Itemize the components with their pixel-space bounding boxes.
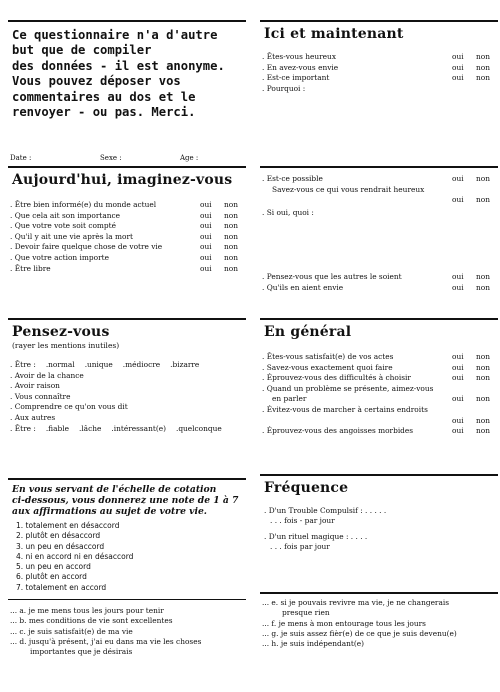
no-option[interactable]: non [476,52,490,61]
scale-level: 2. plutôt en désaccord [16,531,101,541]
list-item: . Que cela ait son importance oui non [8,211,246,222]
no-option[interactable]: non [476,272,490,281]
statement[interactable]: ... e. si je pouvais revivre ma vie, je ne changerais [262,598,450,607]
date-field[interactable]: Date : [10,154,32,162]
list-item: . Qu'il y ait une vie après la mort oui non [8,232,246,243]
no-option[interactable]: non [476,62,490,72]
aujourdhui-list [8,200,246,274]
no-option[interactable]: non [476,195,490,205]
yes-option[interactable]: oui [452,52,464,61]
list-item: . Être bien informé(e) du monde actuel oui non [8,200,246,211]
yes-option[interactable]: oui [452,272,464,281]
statements-right [260,598,498,649]
yes-option[interactable]: oui [200,263,212,273]
section-title: Fréquence [264,480,349,496]
age-field[interactable]: Age : [180,154,199,162]
section-title: Pensez-vous [12,324,110,340]
pensez-line: . Vous connaître [10,391,71,401]
yes-option[interactable]: oui [452,426,464,436]
scale-level: 7. totalement en accord [16,582,107,592]
no-option[interactable]: non [224,263,238,273]
statement[interactable]: ... d. jusqu'à présent, j'ai eu dans ma vie les choses [10,636,202,646]
list-item: Savez-vous ce qui vous rendrait heureux [272,184,425,194]
intro-section [8,20,246,162]
rating-scale [8,521,246,593]
intro-line: des données - il est anonyme. [12,58,225,73]
yes-option[interactable]: oui [200,231,212,241]
si-oui-field[interactable]: . Si oui, quoi : [262,207,314,217]
intro-line: Ce questionnaire n'a d'autre [12,28,218,42]
yes-option[interactable]: oui [452,62,464,72]
respondent-fields [8,154,248,162]
no-option[interactable]: non [224,221,238,231]
no-option[interactable]: non [476,426,490,436]
statement[interactable]: ... h. je suis indépendant(e) [262,639,365,649]
list-item: . En avez-vous envie oui non [260,63,498,74]
list-item [260,416,498,427]
pourquoi-field[interactable]: . Pourquoi : [262,83,306,93]
no-option[interactable]: non [224,231,238,241]
list-item: . Qu'ils en aient envie oui non [260,283,498,294]
option[interactable]: .normal [45,360,75,369]
yes-option[interactable]: oui [200,252,212,262]
yes-option[interactable]: oui [200,242,212,252]
scale-level: 6. plutôt en accord [16,572,87,582]
scale-level: 5. un peu en accord [16,562,91,572]
pensez-lines [8,360,246,434]
option[interactable]: .lâche [78,423,102,433]
list-item: . Éprouvez-vous des difficultés à choisir oui non [260,373,498,384]
no-option[interactable]: non [224,200,238,209]
statement-continuation: importantes que je désirais [30,647,133,657]
ici-list [260,52,498,84]
trouble-field[interactable]: . D'un Trouble Compulsif : . . . . . [264,506,387,515]
aujourdhui-section [8,166,246,274]
no-option[interactable]: non [224,210,238,220]
pensez-line: . Comprendre ce qu'on vous dit [10,402,128,412]
statement-continuation: presque rien [282,608,330,618]
yes-option[interactable]: oui [200,200,212,209]
scale-instructions: En vous servant de l'échelle de cotation ci-dessous, vous donnerez une note de 1 à 7 aux affirmations au sujet de votre vie. [12,484,239,517]
yes-option[interactable]: oui [452,373,464,383]
list-item: . Que votre action importe oui non [8,253,246,264]
right-column [260,0,500,692]
pensez-line: . Avoir de la chance [10,370,84,380]
sexe-field[interactable]: Sexe : [100,154,122,162]
option[interactable]: .unique [84,360,113,369]
list-item: . Est-ce important oui non [260,73,498,84]
etre-options-2: . Être : .fiable .lâche .intéressant(e) .quelconque [10,423,222,433]
left-column [8,0,248,692]
pensez-section [8,318,246,434]
list-item: . Êtes-vous satisfait(e) de vos actes oui non [260,352,498,363]
statements-left [8,606,246,657]
no-option[interactable]: non [476,352,490,361]
rituel-per-day[interactable]: . . . fois par jour [270,542,330,551]
statement[interactable]: ... f. je mens à mon entourage tous les jours [262,618,426,628]
yes-option[interactable]: oui [452,394,464,404]
list-item: . Êtes-vous heureux oui non [260,52,498,63]
section-title: Aujourd'hui, imaginez-vous [12,172,233,188]
yes-option[interactable]: oui [200,221,212,231]
list-item [260,195,498,206]
no-option[interactable]: non [476,282,490,292]
statements-right-section [260,592,498,649]
autres-list [260,272,498,293]
pensez-line: . Aux autres [10,412,56,422]
list-item: . Quand un problème se présente, aimez-vous [262,383,434,393]
list-item: . Que votre vote soit compté oui non [8,221,246,232]
possible-list [260,174,498,206]
statement[interactable]: ... g. je suis assez fièr(e) de ce que je suis devenu(e) [262,628,457,638]
yes-option[interactable]: oui [452,362,464,372]
list-item: en parler oui non [260,394,498,405]
yes-option[interactable]: oui [452,195,464,205]
no-option[interactable]: non [476,73,490,83]
intro-line: Vous pouvez déposer vos [12,74,181,89]
scale-level: 4. ni en accord ni en désaccord [16,551,134,561]
option[interactable]: .médiocre [122,360,161,369]
no-option[interactable]: non [476,362,490,372]
intro-line: commentaires au dos et le [12,89,196,104]
option[interactable]: .bizarre [170,360,200,369]
no-option[interactable]: non [476,415,490,425]
section-title: En général [264,324,352,340]
no-option[interactable]: non [476,174,490,183]
divider [8,599,246,600]
statement[interactable]: ... a. je me mens tous les jours pour tenir [10,606,164,616]
no-option[interactable]: non [224,252,238,262]
pensez-line: . Avoir raison [10,381,60,391]
list-item: . Éprouvez-vous des angoisses morbides oui non [260,426,498,437]
statement[interactable]: ... b. mes conditions de vie sont excellentes [10,616,173,626]
yes-option[interactable]: oui [452,282,464,292]
scale-level: 1. totalement en désaccord [16,521,120,530]
list-item: . Être libre oui non [8,264,246,275]
general-list [260,352,498,437]
list-item: . Est-ce possible oui non [260,174,498,185]
statement[interactable]: ... c. je suis satisfait(e) de ma vie [10,626,133,636]
no-option[interactable]: non [476,373,490,383]
list-item: . Évitez-vous de marcher à certains endroits [262,404,428,414]
etre-options-1: . Être : .normal .unique .médiocre .bizarre [10,360,200,369]
general-section [260,318,498,437]
rituel-field[interactable]: . D'un rituel magique : . . . . [264,532,368,541]
yes-option[interactable]: oui [452,352,464,361]
scale-level: 3. un peu en désaccord [16,541,105,551]
list-item: . Savez-vous exactement quoi faire oui non [260,363,498,374]
no-option[interactable]: non [224,242,238,252]
intro-text [8,22,246,120]
intro-line: renvoyer - ou pas. Merci. [12,105,196,120]
option[interactable]: .quelconque [175,423,222,433]
yes-option[interactable]: oui [452,73,464,83]
yes-option[interactable]: oui [200,210,212,220]
ici-section [260,20,498,94]
yes-option[interactable]: oui [452,415,464,425]
list-item: . Devoir faire quelque chose de votre vie oui non [8,242,246,253]
section-title: Ici et maintenant [264,26,404,42]
frequence-fields [260,506,498,552]
trouble-per-day[interactable]: . . . fois - par jour [270,516,335,525]
no-option[interactable]: non [476,394,490,404]
yes-option[interactable]: oui [452,174,464,183]
frequence-section [260,474,498,552]
option[interactable]: .intéressant(e) [111,423,166,433]
ici-continued-section [260,166,498,292]
option[interactable]: .fiable [45,423,69,433]
list-item: . Pensez-vous que les autres le soient oui non [260,272,498,283]
section-subtitle: (rayer les mentions inutiles) [12,341,120,350]
intro-line: but que de compiler [12,43,152,58]
scale-section [8,478,246,658]
